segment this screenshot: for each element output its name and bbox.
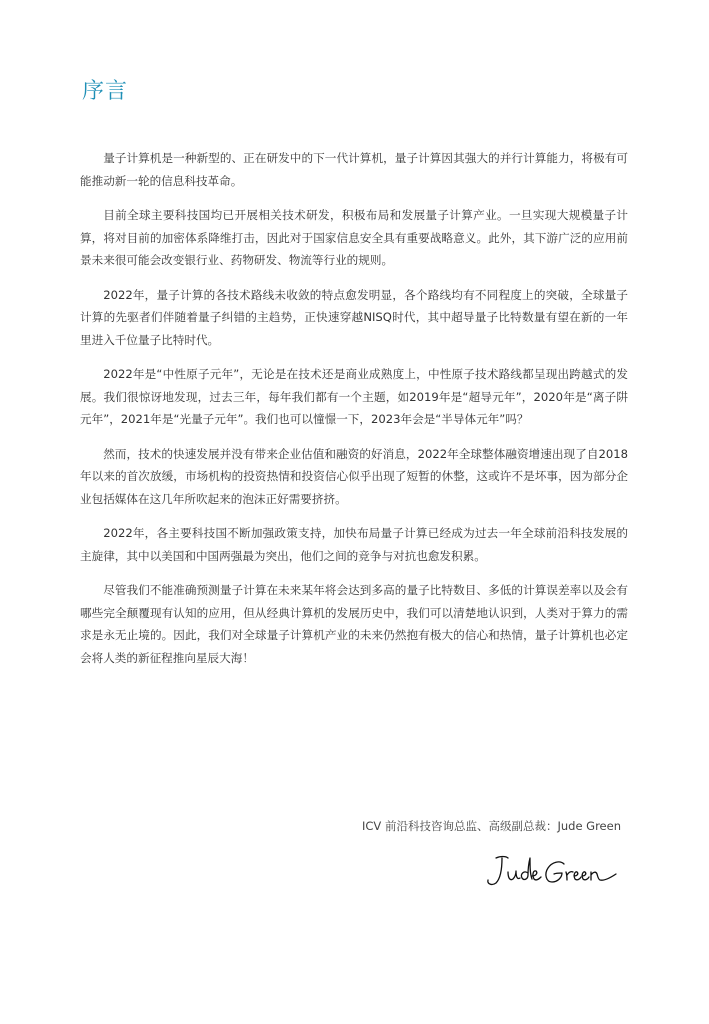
author-line: ICV 前沿科技咨询总监、高级副总裁：Jude Green [362,819,621,833]
paragraph-4: 2022年是“中性原子元年”，无论是在技术还是商业成熟度上，中性原子技术路线都呈现出跨越式的发展。我们很惊讶地发现，过去三年，每年我们都有一个主题，如2019年是“超导元年”，2020年是“离子阱元年”，2021年是“光量子元年”。我们也可以憧憬一下，2023年会是“半导体元年”吗？ [80,367,628,426]
paragraph-7: 尽管我们不能准确预测量子计算在未来某年将会达到多高的量子比特数目、多低的计算误差率以及会有哪些完全颠覆现有认知的应用，但从经典计算机的发展历史中，我们可以清楚地认识到，人类对于算力的需求是永无止境的。因此，我们对全球量子计算机产业的未来仍然抱有极大的信心和热情，量子计算机也必定会将人类的新征程推向星辰大海！ [80,583,628,665]
preface-body [80,147,628,681]
signature-image [482,852,622,892]
paragraph-1: 量子计算机是一种新型的、正在研发中的下一代计算机，量子计算因其强大的并行计算能力，将极有可能推动新一轮的信息科技革命。 [80,151,628,188]
paragraph-5: 然而，技术的快速发展并没有带来企业估值和融资的好消息，2022年全球整体融资增速出现了自2018年以来的首次放缓，市场机构的投资热情和投资信心似乎出现了短暂的休整，这或许不是坏事，因为部分企业包括媒体在这几年所吹起来的泡沫正好需要挤挤。 [80,446,628,506]
paragraph-3: 2022年，量子计算的各技术路线未收敛的特点愈发明显，各个路线均有不同程度上的突破，全球量子计算的先驱者们伴随着量子纠错的主趋势，正快速穿越NISQ时代，其中超导量子比特数量有望在新的一年里进入千位量子比特时代。 [80,287,628,347]
page-title: 序言 [82,79,129,104]
paragraph-6: 2022年，各主要科技国不断加强政策支持，加快布局量子计算已经成为过去一年全球前沿科技发展的主旋律，其中以美国和中国两强最为突出，他们之间的竞争与对抗也愈发积累。 [80,526,628,563]
paragraph-2: 目前全球主要科技国均已开展相关技术研发，积极布局和发展量子计算产业。一旦实现大规模量子计算，将对目前的加密体系降维打击，因此对于国家信息安全具有重要战略意义。此外，其下游广泛的应用前景未来很可能会改变银行业、药物研发、物流等行业的规则。 [80,208,628,267]
